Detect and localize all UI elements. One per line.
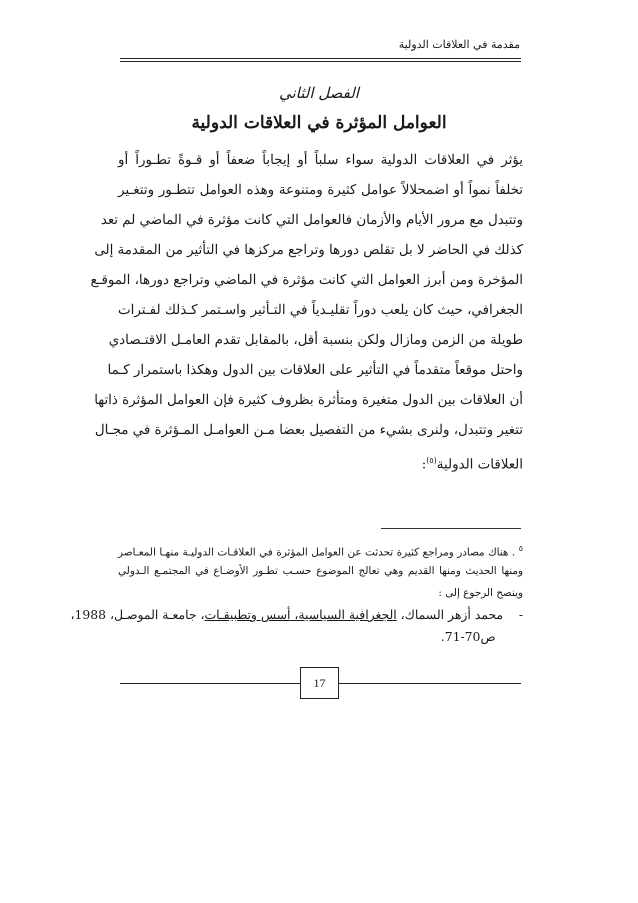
footnote-line bbox=[118, 626, 523, 648]
footnote-line: وينصح الرجوع إلى : bbox=[438, 587, 523, 599]
page-number: 17 bbox=[300, 667, 339, 699]
reference-publisher: ، جامعـة الموصـل، 1988، bbox=[70, 607, 205, 622]
chapter-label: الفصل الثاني bbox=[279, 84, 359, 102]
footnote-marker: ٥ bbox=[518, 544, 523, 553]
footnote-reference[interactable]: (٥) bbox=[426, 456, 437, 465]
footnotes bbox=[70, 538, 523, 648]
reference-dash: - bbox=[518, 607, 523, 622]
running-header: مقدمة في العلاقات الدولية bbox=[398, 38, 520, 51]
body-line: أن العلاقات بين الدول متغيرة ومتأثرة بظروف كثيرة فإن العوامل المؤثرة ذاتها bbox=[94, 393, 523, 408]
footnote-line: ومنها الحديث ومنها القديم وهي تعالج الموضوع حسـب تطـور الأوضـاع في المجتمـع الـدولي bbox=[118, 565, 523, 577]
body-last-line bbox=[118, 446, 523, 476]
reference-pages: ص70-71. bbox=[440, 629, 496, 644]
body-line: طويلة من الزمن ومازال ولكن بنسبة أقل، بالمقابل تقدم العامـل الاقتـصادي bbox=[108, 333, 523, 348]
body-line: تخلفاً نمواً أو اضمحلالاً عوامل كثيرة ومتنوعة وهذه العوامل تتطـور وتتغـير bbox=[118, 183, 523, 198]
footnote-reference-entry bbox=[70, 604, 523, 626]
body-line: يؤثر في العلاقات الدولية سواء سلباً أو إيجاباً ضعفاً أو قـوةً تطـوراً أو bbox=[118, 153, 523, 168]
footnote-separator bbox=[381, 528, 521, 529]
body-last-line-colon: : bbox=[421, 457, 427, 473]
body-line: وتتبدل مع مرور الأيام والأزمان فالعوامل التي كانت مؤثرة في الماضي لم تعد bbox=[100, 213, 523, 228]
reference-book-title: الجغرافية السياسية، أسس وتطبيقـات bbox=[204, 607, 397, 622]
footnote-line bbox=[118, 538, 523, 560]
body-line: تتغير وتتبدل، ولنرى بشيء من التفصيل بعضا مـن العوامـل المـؤثرة في مجـال bbox=[94, 423, 523, 438]
body-last-line-text: العلاقات الدولية bbox=[436, 457, 523, 473]
body-line: كذلك في الحاضر لا بل تقلص دورها وتراجع مركزها في التأثير من المقدمة إلى bbox=[94, 243, 523, 258]
footnote-text: . هناك مصادر ومراجع كثيرة تحدثت عن العوامل المؤثرة في العلاقـات الدوليـة منهـا المعـاصر bbox=[118, 546, 516, 559]
reference-author: محمد أزهر السماك، bbox=[400, 607, 504, 622]
body-line: المؤخرة ومن أبرز العوامل التي كانت مؤثرة في الماضي وتراجع دورها، الموقـع bbox=[90, 273, 523, 288]
section-title: العوامل المؤثرة في العلاقات الدولية bbox=[191, 113, 447, 133]
body-line: الجغرافي، حيث كان يلعب دوراً تقليـدياً في التـأثير واسـتمر كـذلك لفـترات bbox=[118, 303, 523, 318]
body-line: واحتل موقعاً متقدماً في التأثير على العلاقات بين الدول وهكذا باستمرار كـما bbox=[107, 363, 523, 378]
header-rule bbox=[120, 58, 521, 62]
body-paragraph bbox=[90, 146, 523, 476]
